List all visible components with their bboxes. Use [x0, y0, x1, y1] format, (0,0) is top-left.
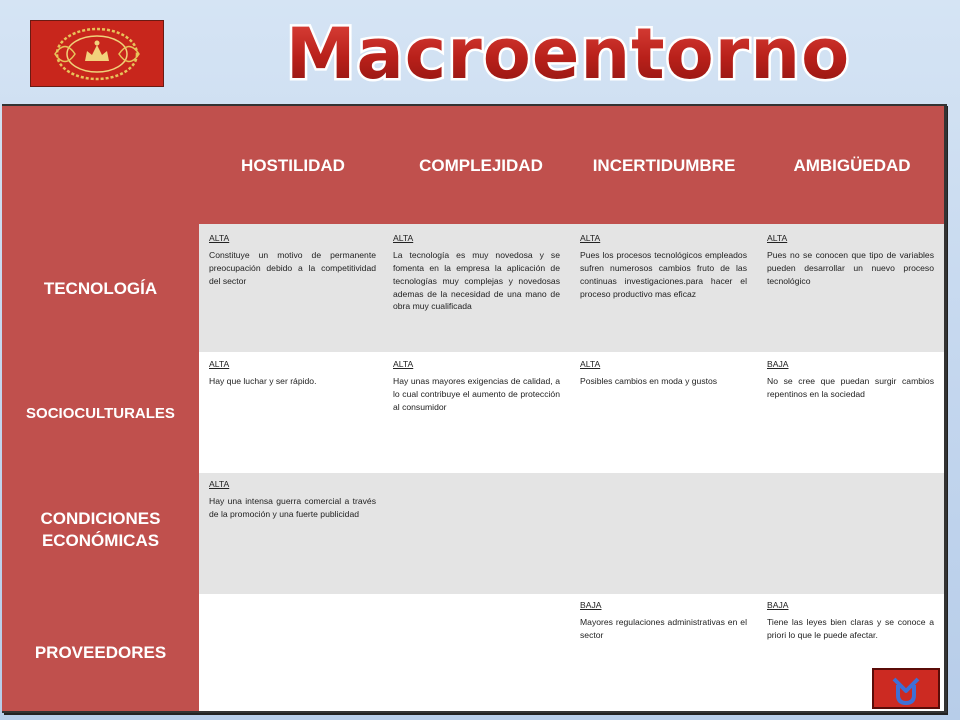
level-label: ALTA: [767, 233, 788, 243]
column-header-complejidad: COMPLEJIDAD: [419, 156, 543, 175]
level-label: ALTA: [393, 359, 414, 369]
level-label: ALTA: [209, 359, 230, 369]
cell-text: Hay una intensa guerra comercial a través de la promoción y una fuerte publicidad: [209, 495, 376, 519]
level-label: ALTA: [209, 479, 230, 489]
logo: [30, 20, 164, 87]
cell-text: Mayores regulaciones administrativas en el sector: [580, 616, 747, 640]
table-border-right: [944, 104, 947, 713]
table-cell: [580, 358, 747, 388]
table-cell: [393, 358, 560, 414]
level-label: ALTA: [580, 233, 601, 243]
row-label-tecnologia: TECNOLOGÍA: [43, 279, 158, 298]
level-label: BAJA: [580, 600, 602, 610]
table-cell: [209, 232, 376, 288]
page-title: [285, 8, 851, 95]
royal-crest-icon: [31, 21, 163, 86]
table-cell: [767, 599, 934, 642]
cell-text: Pues los procesos tecnológicos empleados sufren numerosos cambios fruto de las continuas investigaciones.para hacer el proceso productivo mas eficaz: [580, 249, 747, 299]
cell-text: Pues no se conocen que tipo de variables pueden desarrollar un nuevo proceso tecnológico: [767, 249, 934, 286]
level-label: ALTA: [393, 233, 414, 243]
row-label-proveedores: PROVEEDORES: [34, 643, 167, 662]
cell-text: Tiene las leyes bien claras y se conoce a priori lo que le puede afectar.: [767, 616, 934, 640]
cell-text: Posibles cambios en moda y gustos: [580, 375, 718, 386]
cell-text: La tecnología es muy novedosa y se fomenta en la empresa la aplicación de tecnologías muy complejas y novedosas ademas de la necesidad de una mano de obra muy cualificada: [393, 249, 560, 312]
page-title-text: Macroentorno: [285, 13, 851, 95]
column-header-ambiguedad: AMBIGÜEDAD: [793, 156, 911, 175]
table-cell: [580, 232, 747, 300]
row-header-column: [2, 224, 199, 713]
table-cell: [209, 358, 376, 388]
row-label-socioculturales: SOCIOCULTURALES: [26, 405, 175, 422]
u-turn-back-icon: [886, 673, 926, 707]
back-button[interactable]: [872, 668, 940, 709]
level-label: BAJA: [767, 600, 789, 610]
cell-text: No se cree que puedan surgir cambios repentinos en la sociedad: [767, 375, 934, 399]
level-label: BAJA: [767, 359, 789, 369]
table-cell: [767, 358, 934, 401]
table-header: [2, 104, 946, 224]
column-header-incertidumbre: INCERTIDUMBRE: [592, 156, 736, 175]
table-cell: [393, 232, 560, 313]
level-label: ALTA: [209, 233, 230, 243]
table-cell: [580, 599, 747, 642]
cell-text: Hay unas mayores exigencias de calidad, a lo cual contribuye el aumento de protección al consumidor: [393, 375, 560, 412]
column-header-hostilidad: HOSTILIDAD: [241, 156, 345, 175]
cell-text: Constituye un motivo de permanente preocupación debido a la competitividad del sector: [209, 249, 376, 286]
cell-text: Hay que luchar y ser rápido.: [209, 375, 317, 386]
row-label-condiciones-economicas: CONDICIONES ECONÓMICAS: [40, 509, 161, 551]
table-cell: [767, 232, 934, 288]
table-cell: [209, 478, 376, 521]
level-label: ALTA: [580, 359, 601, 369]
table-border-bottom: [197, 711, 947, 713]
macro-table: [2, 104, 946, 713]
